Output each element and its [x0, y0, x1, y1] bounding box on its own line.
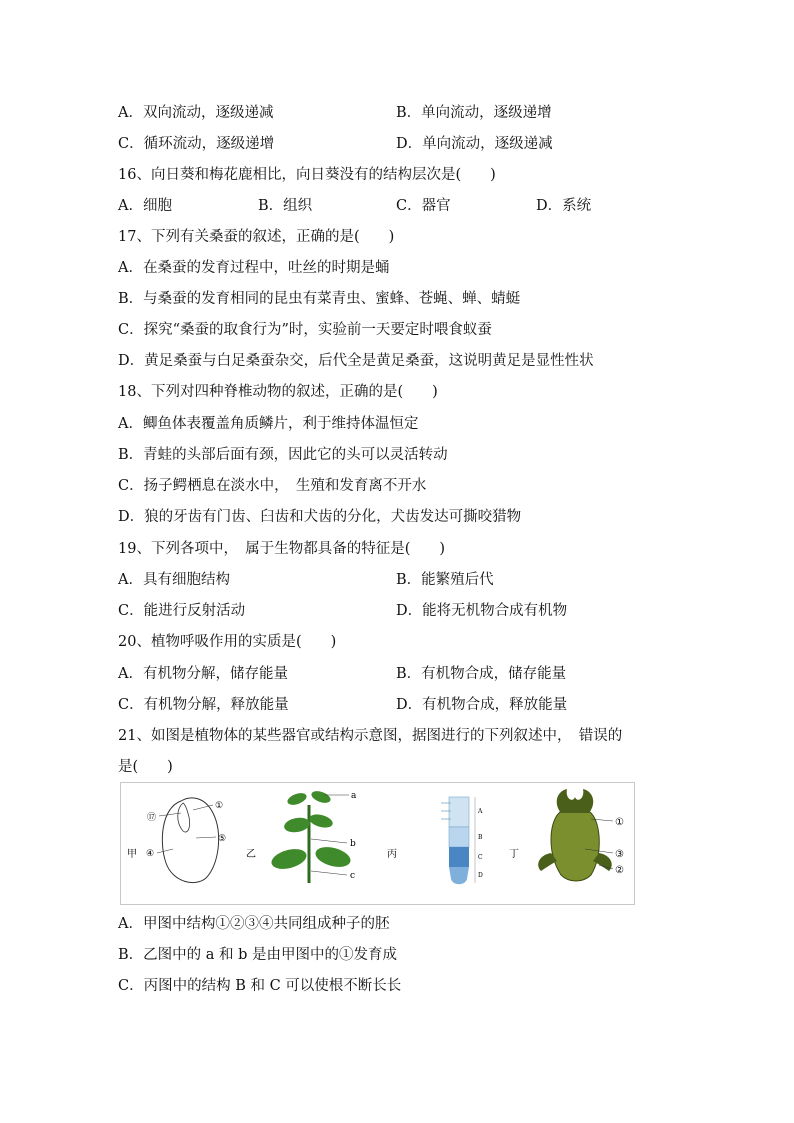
plant-label-a: a [351, 791, 357, 801]
q20-stem: 20、植物呼吸作用的实质是( ) [118, 634, 337, 650]
q15-options-row2 [118, 134, 678, 154]
figure-label-ding: 丁 [509, 849, 519, 860]
bud-label-1: ① [615, 817, 624, 828]
root-zone-b [449, 827, 469, 847]
q16-stem: 16、向日葵和梅花鹿相比，向日葵没有的结构层次是( ) [118, 167, 496, 183]
seed-pointer-3 [157, 849, 173, 853]
q20-option-c[interactable]: C．有机物分解，释放能量 [118, 697, 289, 713]
root-label-c: C [478, 854, 483, 861]
q21-figure [120, 782, 635, 905]
root-label-a: A [478, 808, 483, 815]
seed-label-4: ④ [146, 849, 155, 859]
q21-option-a[interactable]: A．甲图中结构①②③④共同组成种子的胚 [118, 916, 390, 932]
seed-pointer-4 [196, 837, 216, 838]
bud-body [551, 807, 599, 881]
q20-options-row2 [118, 695, 678, 715]
plant-pointer-b [311, 839, 347, 843]
figure-label-yi: 乙 [246, 849, 256, 860]
root-label-b: B [478, 834, 483, 841]
q16-option-d[interactable]: D．系统 [536, 198, 592, 214]
q17-option-b[interactable]: B．与桑蚕的发育相同的昆虫有菜青虫、蜜蜂、苍蝇、蝉、蜻蜓 [118, 291, 521, 307]
q17-option-a[interactable]: A．在桑蚕的发育过程中，吐丝的时期是蛹 [118, 260, 390, 276]
leaf-top-left [286, 791, 308, 807]
plant-label-b: b [350, 839, 356, 849]
q16-option-a[interactable]: A．细胞 [118, 198, 172, 214]
leaf-mid-right [308, 812, 334, 830]
q19-options-row2 [118, 601, 678, 621]
q18-option-c[interactable]: C．扬子鳄栖息在淡水中， 生殖和发育离不开水 [118, 478, 427, 494]
seed-label-1: ① [215, 801, 224, 811]
q18-stem: 18、下列对四种脊椎动物的叙述，正确的是( ) [118, 384, 438, 400]
q20-option-a[interactable]: A．有机物分解，储存能量 [118, 666, 288, 682]
q17-option-d[interactable]: D．黄足桑蚕与白足桑蚕杂交，后代全是黄足桑蚕，这说明黄足是显性性状 [118, 353, 594, 369]
q19-option-a[interactable]: A．具有细胞结构 [118, 572, 230, 588]
q16-option-b[interactable]: B．组织 [258, 198, 313, 214]
q19-stem: 19、下列各项中， 属于生物都具备的特征是( ) [118, 541, 446, 557]
root-label-d: D [478, 872, 483, 879]
seed-embryo [178, 803, 190, 832]
root-zone-d [449, 867, 469, 884]
q20-options-row1 [118, 664, 678, 684]
q19-options-row1 [118, 570, 678, 590]
q21-option-b[interactable]: B．乙图中的 a 和 b 是由甲图中的①发育成 [118, 947, 398, 963]
q16-option-c[interactable]: C．器官 [396, 198, 451, 214]
q18-option-b[interactable]: B．青蛙的头部后面有颈，因此它的头可以灵活转动 [118, 447, 448, 463]
q18-option-a[interactable]: A．鲫鱼体表覆盖角质鳞片，利于维持体温恒定 [118, 416, 419, 432]
plant-pointer-c [311, 871, 347, 875]
q16-options [118, 196, 678, 216]
q15-options-row1 [118, 103, 678, 123]
q21-figure-drawing [121, 783, 634, 904]
seed-label-17: ⑰ [147, 813, 157, 823]
figure-label-bing: 丙 [387, 849, 397, 860]
q15-option-c[interactable]: C．循环流动，逐级递增 [118, 136, 275, 152]
q15-option-a[interactable]: A．双向流动，逐级递减 [118, 105, 274, 121]
leaf-low-left [269, 846, 308, 873]
q19-option-d[interactable]: D．能将无机物合成有机物 [396, 603, 568, 619]
q18-option-d[interactable]: D．狼的牙齿有门齿、臼齿和犬齿的分化，犬齿发达可撕咬猎物 [118, 509, 522, 525]
bud-label-2: ② [615, 865, 624, 876]
q17-stem: 17、下列有关桑蚕的叙述，正确的是( ) [118, 229, 395, 245]
seed-label-5: ⑤ [218, 834, 227, 844]
q21-stem-line1: 21、如图是植物体的某些器官或结构示意图，据图进行的下列叙述中， 错误的 [118, 728, 623, 744]
root-zone-c [449, 847, 469, 867]
q20-option-d[interactable]: D．有机物合成，释放能量 [396, 697, 568, 713]
leaf-top-right [310, 789, 332, 805]
plant-label-c: c [350, 871, 356, 881]
q19-option-c[interactable]: C．能进行反射活动 [118, 603, 246, 619]
q21-stem-line2: 是( ) [118, 759, 173, 775]
root-zone-a [449, 797, 469, 827]
bud-tip [557, 789, 594, 813]
q20-option-b[interactable]: B．有机物合成，储存能量 [396, 666, 567, 682]
seed-outline [162, 798, 218, 883]
leaf-mid-left [283, 816, 311, 834]
figure-label-jia: 甲 [127, 849, 137, 860]
q15-option-d[interactable]: D．单向流动，逐级递减 [396, 136, 553, 152]
leaf-low-right [313, 844, 352, 871]
q15-option-b[interactable]: B．单向流动，逐级递增 [396, 105, 552, 121]
bud-label-3: ③ [615, 849, 624, 860]
q21-option-c[interactable]: C．丙图中的结构 B 和 C 可以使根不断长长 [118, 978, 402, 994]
q19-option-b[interactable]: B．能繁殖后代 [396, 572, 494, 588]
q17-option-c[interactable]: C．探究“桑蚕的取食行为”时，实验前一天要定时喂食蚁蚕 [118, 322, 492, 338]
